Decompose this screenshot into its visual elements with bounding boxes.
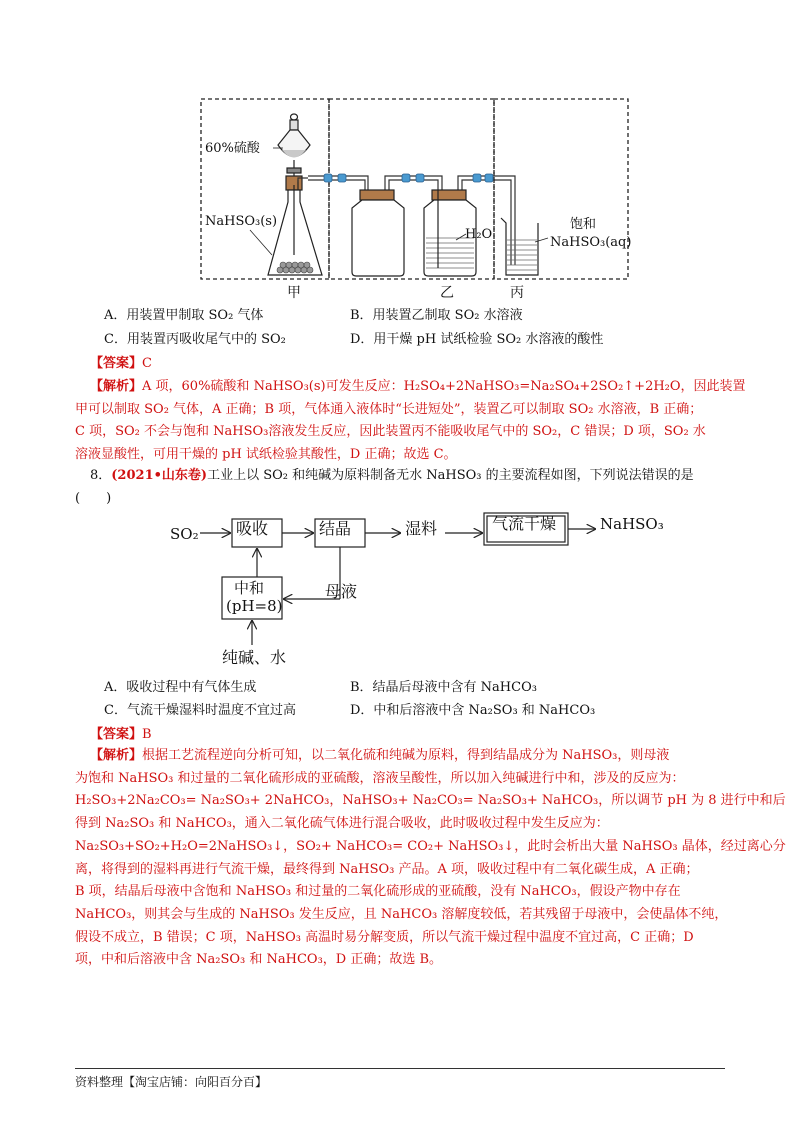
flow-wet: 湿料 — [405, 519, 438, 538]
q7-analysis: 【解析】A 项，60%硫酸和 NaHSO₃(s)可发生反应：H₂SO₄+2NaHSO₃=Na₂SO₄+2SO₂↑+2H₂O，因此装置 甲可以制取 SO₂ 气体，A 正确；B 项，气体通入液体时“长进短处”，装置乙可以制取 SO₂ 水溶液，B 正确； C 项，SO₂ 不会与饱和 NaHSO₃溶液发生反应，因此装置丙不能吸收尾气中的 SO₂，C 错误；D 项，SO₂ 水 溶液显酸性，可用干燥的 pH 试纸检验其酸性，D 正确；故选 C。 — [75, 379, 746, 463]
q8-option-c: C．气流干燥湿料时温度不宜过高 — [104, 703, 296, 718]
label-yi: 乙 — [440, 285, 454, 301]
solid-particles — [277, 262, 313, 273]
flow-ph: (pH=8) — [226, 597, 283, 615]
label-bing: 丙 — [510, 285, 524, 301]
q8-analysis: 【解析】根据工艺流程逆向分析可知，以二氧化硫和纯碱为原料，得到结晶成分为 NaHSO₃，则母液 为饱和 NaHSO₃ 和过量的二氧化硫形成的亚硫酸，溶液呈酸性，所以加入纯碱进行中和，涉及的反应为： H₂SO₃+2Na₂CO₃= Na₂SO₃+ 2NaHCO₃，NaHSO₃+ Na₂CO₃= Na₂SO₃+ NaHCO₃，所以调节 pH 为 8 进行中和后 得到 Na₂SO₃ 和 NaHCO₃，通入二氧化硫气体进行混合吸收，此时吸收过程中发生反应为： Na₂SO₃+SO₂+H₂O=2NaHSO₃↓，SO₂+ NaHCO₃= CO₂+ NaHSO₃↓，此时会析出大量 NaHSO₃ 晶体，经过离心分 离，将得到的湿料再进行气流干燥，最终得到 NaHSO₃ 产品。A 项，吸收过程中有二氧化碳生成，A 正确； B 项，结晶后母液中含饱和 NaHSO₃ 和过量的二氧化硫形成的亚硫酸，没有 NaHCO₃，假设产物中存在 NaHCO₃，则其会与生成的 NaHSO₃ 发生反应，且 NaHCO₃ 溶解度较低，若其残留于母液中，会使晶体不纯， 假设不成立，B 错误；C 项，NaHSO₃ 高温时易分解变质，所以气流干燥过程中温度不宜过高，C 正确；D 项，中和后溶液中含 Na₂SO₃ 和 NaHCO₃，D 正确；故选 B。 — [75, 748, 786, 968]
q7-answer: 【答案】C — [90, 356, 152, 371]
tube-connectors — [324, 174, 493, 182]
q7-option-b: B．用装置乙制取 SO₂ 水溶液 — [350, 308, 523, 323]
footer-text: 资料整理【淘宝店铺：向阳百分百】 — [75, 1075, 268, 1089]
footer-rule — [75, 1068, 725, 1069]
q8-option-a: A．吸收过程中有气体生成 — [104, 680, 257, 695]
flow-soda: 纯碱、水 — [222, 648, 287, 667]
flow-mother: 母液 — [325, 582, 358, 601]
q8-option-b: B．结晶后母液中含有 NaHCO₃ — [350, 680, 537, 695]
flow-dry: 气流干燥 — [492, 514, 557, 533]
q7-option-c: C．用装置丙吸收尾气中的 SO₂ — [104, 332, 286, 347]
flow-product: NaHSO₃ — [600, 515, 664, 533]
flow-crystal: 结晶 — [319, 519, 352, 538]
q8-option-d: D．中和后溶液中含 Na₂SO₃ 和 NaHCO₃ — [350, 703, 596, 718]
water-label: H₂O — [465, 227, 493, 242]
q8-blank: ( ) — [75, 491, 112, 506]
gas-tubing — [298, 176, 515, 265]
flow-neutral: 中和 — [234, 579, 265, 597]
label-jia: 甲 — [287, 285, 301, 301]
empty-bottle — [352, 190, 404, 276]
q7-option-a: A．用装置甲制取 SO₂ 气体 — [104, 308, 264, 323]
separatory-funnel — [278, 114, 310, 185]
beaker — [501, 218, 538, 275]
q7-option-d: D．用干燥 pH 试纸检验 SO₂ 水溶液的酸性 — [350, 332, 604, 347]
acid-label: 60%硫酸 — [205, 141, 260, 156]
solid-label: NaHSO₃(s) — [205, 214, 278, 229]
saturated-label: 饱和 — [570, 217, 597, 232]
flow-absorb: 吸收 — [236, 519, 269, 538]
flow-so2: SO₂ — [170, 525, 199, 543]
q8-stem: 8．(2021•山东卷)工业上以 SO₂ 和纯碱为原料制备无水 NaHSO₃ 的主要流程如图，下列说法错误的是 — [90, 468, 694, 483]
apparatus-figure — [190, 90, 640, 305]
q8-answer: 【答案】B — [90, 727, 152, 742]
solution-label: NaHSO₃(aq) — [550, 235, 632, 250]
